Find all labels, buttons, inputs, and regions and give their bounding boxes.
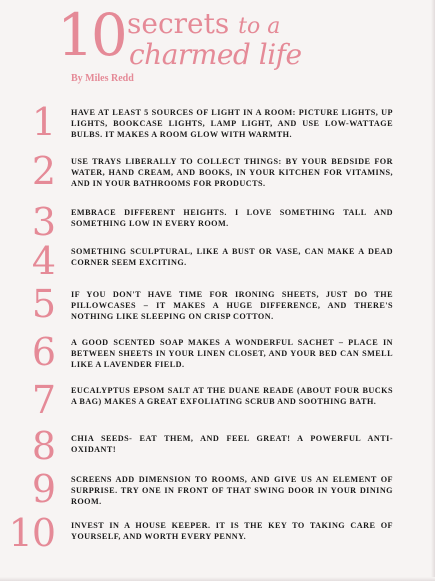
- item-text: USE TRAYS LIBERALLY TO COLLECT THINGS: BY YOUR BEDSIDE FOR WATER, HAND CREAM, AND BOOKS, IN YOUR KITCHEN FOR VITAMINS, AND IN YOUR BATHROOMS FOR PRODUCTS.: [71, 157, 393, 189]
- title-line-1: [127, 7, 281, 40]
- item-number: 4: [31, 239, 55, 283]
- item-text: HAVE AT LEAST 5 SOURCES OF LIGHT IN A ROOM: PICTURE LIGHTS, UP LIGHTS, BOOKCASE LIGHTS, LAMP LIGHT, AND USE LOW-WATTAGE BULBS. IT MAKES A ROOM GLOW WITH WARMTH.: [71, 108, 393, 140]
- title-number: 10: [57, 1, 125, 69]
- item-text: INVEST IN A HOUSE KEEPER. IT IS THE KEY TO TAKING CARE OF YOURSELF, AND WORTH EVERY PENNY.: [71, 521, 393, 542]
- title-word-to-a: to a: [238, 14, 281, 39]
- item-number: 2: [31, 149, 55, 193]
- item-text: EUCALYPTUS EPSOM SALT AT THE DUANE READE (ABOUT FOUR BUCKS A BAG) MAKES A GREAT EXFOLIATING SCRUB AND SOOTHING BATH.: [71, 386, 393, 407]
- item-number: 8: [31, 424, 55, 468]
- title-word-secrets: secrets: [127, 7, 230, 40]
- item-number: 7: [31, 378, 55, 422]
- item-text: IF YOU DON'T HAVE TIME FOR IRONING SHEETS, JUST DO THE PILLOWCASES – IT MAKES A HUGE DIFFERENCE, AND THERE'S NOTHING LIKE SLEEPING ON CRISP COTTON.: [71, 290, 393, 322]
- item-number: 6: [31, 330, 55, 374]
- page-edge-bottom: [0, 577, 435, 581]
- item-number: 5: [31, 282, 55, 326]
- item-text: EMBRACE DIFFERENT HEIGHTS. I LOVE SOMETHING TALL AND SOMETHING LOW IN EVERY ROOM.: [71, 208, 393, 229]
- title-line-2: charmed life: [129, 38, 302, 71]
- page-edge-right: [431, 0, 435, 581]
- item-text: SOMETHING SCULPTURAL, LIKE A BUST OR VASE, CAN MAKE A DEAD CORNER SEEM EXCITING.: [71, 247, 393, 268]
- item-number: 10: [8, 511, 55, 555]
- item-number: 1: [31, 100, 55, 144]
- item-number: 3: [31, 200, 55, 244]
- byline: By Miles Redd: [71, 73, 134, 84]
- item-text: SCREENS ADD DIMENSION TO ROOMS, AND GIVE US AN ELEMENT OF SURPRISE. TRY ONE IN FRONT OF THAT SWING DOOR IN YOUR DINING ROOM.: [71, 475, 393, 507]
- item-text: CHIA SEEDS- EAT THEM, AND FEEL GREAT! A POWERFUL ANTI-OXIDANT!: [71, 434, 393, 455]
- item-number: 9: [31, 467, 55, 511]
- item-text: A GOOD SCENTED SOAP MAKES A WONDERFUL SACHET – PLACE IN BETWEEN SHEETS IN YOUR LINEN CLOSET, AND YOUR BED CAN SMELL LIKE A LAVENDER FIELD.: [71, 338, 393, 370]
